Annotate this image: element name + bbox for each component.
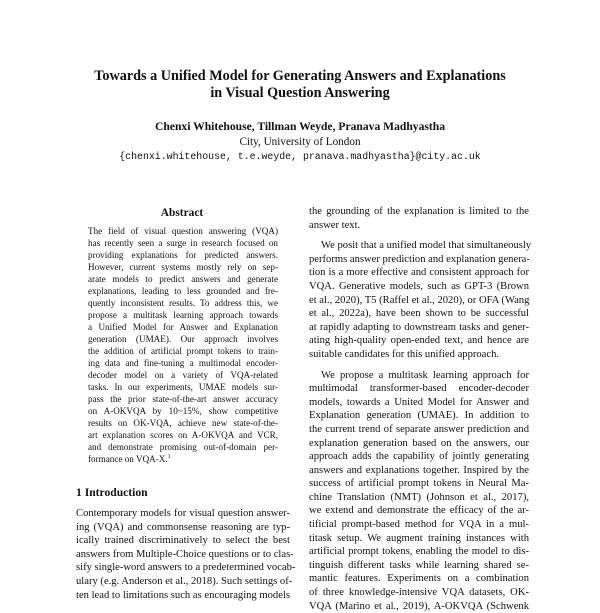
abstract-line: explanations, leading to less grounded and fre- bbox=[88, 286, 278, 296]
author-list: Chenxi Whitehouse, Tillman Weyde, Pranava Madhyastha bbox=[154, 120, 445, 133]
abstract-line: quently inconsistent results. To address this, we bbox=[88, 298, 278, 308]
paragraph bbox=[309, 239, 532, 361]
abstract-line: a Unified Model for Answer and Explanation bbox=[88, 322, 278, 332]
body-line: artificial prompt tokens, enabling the model to dis- bbox=[309, 546, 529, 558]
right-column bbox=[309, 205, 532, 613]
body-line: the current trend of separate answer prediction and bbox=[309, 423, 529, 435]
abstract-line: decoder model on a variety of VQA-related bbox=[88, 370, 278, 380]
abstract-line: pass the prior state-of-the-art answer accuracy bbox=[88, 394, 278, 404]
body-line: suitable candidates for this unified approach. bbox=[309, 348, 500, 360]
introduction-body bbox=[76, 507, 296, 602]
section-heading-introduction: 1 Introduction bbox=[76, 486, 148, 499]
body-line: We posit that a unified model that simultaneously bbox=[321, 240, 532, 252]
body-line: sify single-word answers to a predetermined vocab- bbox=[76, 562, 296, 574]
abstract-line: generation (UMAE). Our approach involves bbox=[88, 334, 278, 344]
title-line-2: in Visual Question Answering bbox=[210, 85, 390, 101]
body-line: Explanation generation (UMAE). In addition to bbox=[309, 410, 529, 422]
body-line: the grounding of the explanation is limited to the bbox=[309, 206, 529, 217]
abstract-line: arate models to predict answers and generate bbox=[88, 274, 278, 284]
body-line: VQA (Marino et al., 2019), A-OKVQA (Schwenk bbox=[309, 600, 529, 612]
paper-title bbox=[60, 68, 540, 102]
abstract-line: tasks. In our experiments, UMAE models sur- bbox=[88, 382, 278, 392]
paragraph bbox=[309, 369, 529, 613]
body-line: multimodal transformer-based encoder-decoder bbox=[309, 383, 529, 395]
abstract-line: ing data and fine-tuning a multimodal encoder- bbox=[88, 358, 278, 368]
paragraph bbox=[309, 205, 529, 232]
abstract-line: has recently seen a surge in research focused on bbox=[88, 238, 278, 248]
abstract-line: propose a multitask learning approach towards bbox=[88, 310, 278, 320]
body-line: models, towards a United Model for Answer and bbox=[309, 396, 529, 408]
abstract-body bbox=[88, 225, 278, 465]
body-line: of three knowledge-intensive VQA datasets, OK- bbox=[309, 587, 529, 599]
abstract-line: providing explanations for predicted answers. bbox=[88, 250, 278, 260]
body-line: VQA. Generative models, such as GPT-3 (Brown bbox=[309, 280, 529, 292]
abstract-line: However, current systems mostly rely on sep- bbox=[88, 262, 278, 272]
affiliation: City, University of London bbox=[239, 136, 361, 148]
body-line: at rapidly adapting to downstream tasks and gener- bbox=[309, 321, 529, 333]
body-line: ically trained discriminatively to select the best bbox=[76, 535, 290, 547]
body-line: explanation generation based on the answers, our bbox=[309, 437, 529, 449]
body-line: ating high-quality open-ended text, and hence are bbox=[309, 335, 529, 347]
body-line: success of artificial prompt tokens in Neural Ma- bbox=[309, 478, 529, 490]
body-line: chine Translation (NMT) (Johnson et al., 2017), bbox=[309, 491, 529, 503]
abstract-line: the addition of artificial prompt tokens to train- bbox=[88, 346, 278, 356]
title-line-1: Towards a Unified Model for Generating Answers and Explanations bbox=[94, 68, 506, 84]
abstract-line bbox=[88, 453, 278, 465]
footnote-marker[interactable]: 1 bbox=[167, 453, 171, 460]
abstract-last-text: formance on VQA-X. bbox=[88, 454, 168, 464]
body-line: tinguish different tasks while learning shared se- bbox=[309, 559, 529, 571]
body-line: answers and explanations together. Inspired by the bbox=[309, 464, 529, 476]
body-line: ing (VQA) and commonsense reasoning are typ- bbox=[76, 521, 290, 533]
body-line: titask setup. We augment training instances with bbox=[309, 532, 529, 544]
body-line: approach adds the capability of jointly generating bbox=[309, 451, 529, 463]
abstract-line: art explanation scores on A-OKVQA and VCR, bbox=[88, 430, 278, 440]
abstract-heading: Abstract bbox=[160, 207, 204, 219]
body-line: We propose a multitask learning approach for bbox=[321, 369, 529, 381]
body-line: Contemporary models for visual question answer- bbox=[76, 508, 290, 519]
abstract-line: The field of visual question answering (VQA) bbox=[88, 226, 278, 236]
body-line: answers from Multiple-Choice questions or to clas- bbox=[76, 548, 294, 560]
abstract-line: on A-OKVQA by 10~15%, show competitive bbox=[88, 406, 278, 416]
body-line: tion is a more effective and consistent approach for bbox=[309, 267, 529, 279]
body-line: et al., 2022a), have been shown to be successful bbox=[309, 308, 529, 320]
body-line: we extend and demonstrate the efficacy of the ar- bbox=[309, 505, 529, 517]
body-line: answer text. bbox=[309, 219, 361, 231]
body-line: ulary (e.g. Anderson et al., 2018). Such settings of- bbox=[76, 575, 293, 587]
body-line: ten lead to limitations such as encouraging models bbox=[76, 589, 290, 601]
abstract-line: results on OK-VQA, achieve new state-of-the- bbox=[88, 418, 278, 428]
author-emails: {chenxi.whitehouse, t.e.weyde, pranava.madhyastha}@city.ac.uk bbox=[119, 151, 481, 162]
body-line: performs answer prediction and explanation genera- bbox=[309, 253, 530, 265]
body-line: et al., 2020), T5 (Raffel et al., 2020), or OFA (Wang bbox=[309, 294, 530, 306]
body-line: mantic features. Experiments on a combination bbox=[309, 573, 529, 585]
body-line: tificial prompt-based method for VQA in a mul- bbox=[309, 519, 529, 531]
abstract-line: and demonstrate promising out-of-domain per- bbox=[88, 442, 278, 452]
